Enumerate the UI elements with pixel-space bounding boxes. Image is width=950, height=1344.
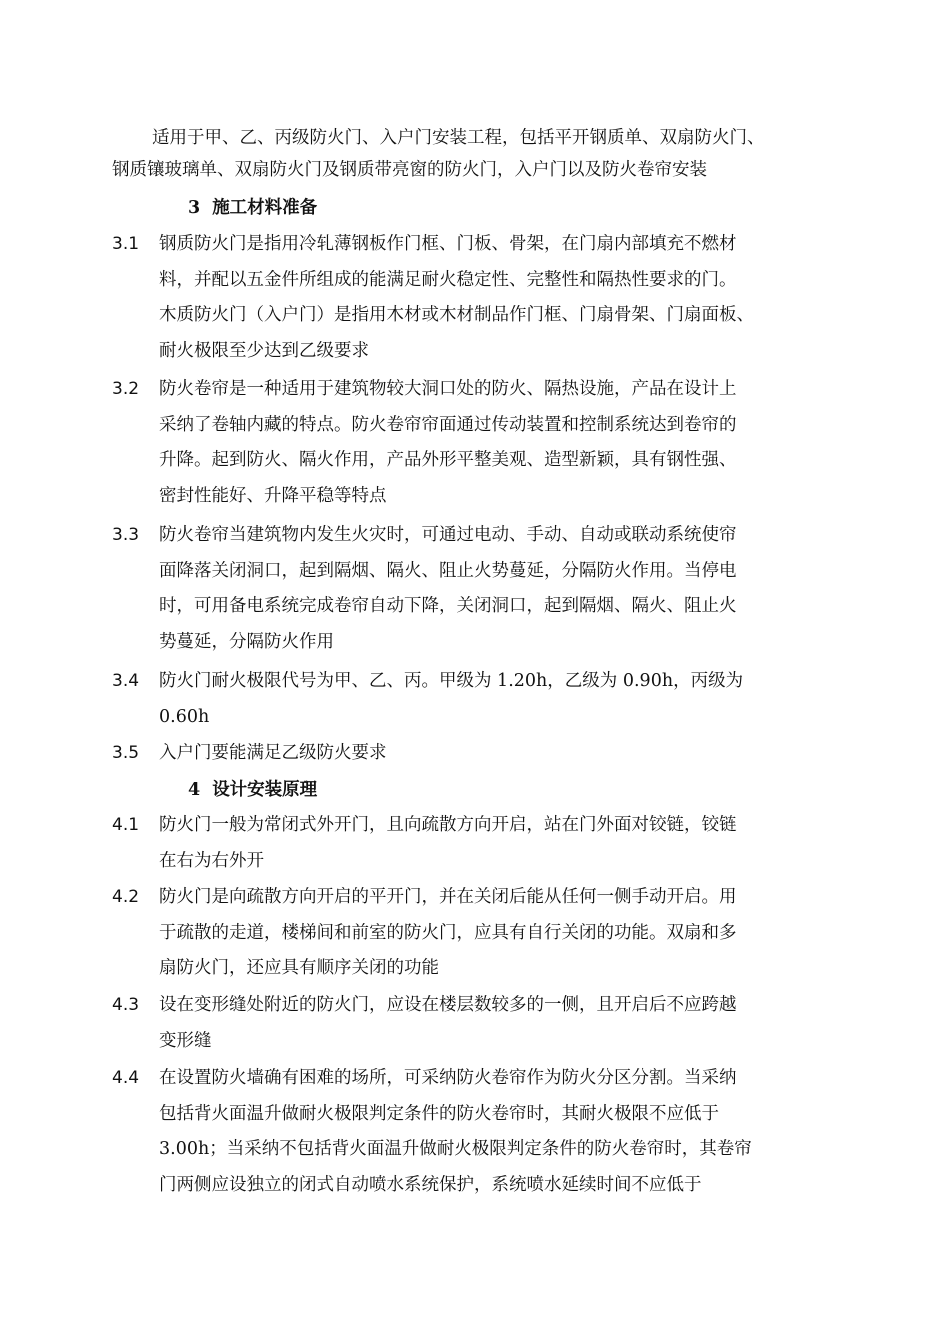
clause-3-5: [112, 736, 832, 772]
clause-4-2: [112, 880, 832, 987]
intro-line: 钢质镶玻璃单、双扇防火门及钢质带亮窗的防火门，入户门以及防火卷帘安装: [112, 160, 707, 180]
clause-body: [159, 227, 832, 369]
clause-line: 耐火极限至少达到乙级要求: [159, 340, 369, 361]
clause-body: [159, 518, 832, 660]
clause-line: 采纳了卷轴内藏的特点。防火卷帘帘面通过传动装置和控制系统达到卷帘的: [159, 414, 737, 435]
clause-3-1: [112, 227, 832, 369]
clause-line: 防火卷帘是一种适用于建筑物较大洞口处的防火、隔热设施，产品在设计上: [159, 379, 737, 399]
section-title: 设计安装原理: [212, 780, 318, 800]
clause-3-4: [112, 664, 832, 735]
clause-number: 4.4: [112, 1068, 140, 1088]
clause-body: [159, 1061, 832, 1203]
clause-line: 升降。起到防火、隔火作用，产品外形平整美观、造型新颖，具有钢性强、: [159, 450, 737, 470]
clause-body: [159, 372, 832, 514]
section-number: 4: [188, 780, 201, 800]
section-title: 施工材料准备: [212, 198, 318, 218]
clause-4-1: [112, 808, 832, 879]
clause-body: [159, 988, 832, 1059]
clause-4-3: [112, 988, 832, 1059]
clause-3-3: [112, 518, 832, 660]
clause-number: 4.2: [112, 887, 140, 907]
clause-line: 防火门耐火极限代号为甲、乙、丙。甲级为 1.20h，乙级为 0.90h，丙级为: [159, 671, 744, 691]
clause-line: 防火卷帘当建筑物内发生火灾时，可通过电动、手动、自动或联动系统使帘: [159, 525, 737, 545]
clause-line: 钢质防火门是指用冷轧薄钢板作门框、门板、骨架，在门扇内部填充不燃材: [159, 234, 737, 254]
clause-line: 在设置防火墙确有困难的场所，可采纳防火卷帘作为防火分区分割。当采纳: [159, 1068, 737, 1088]
clause-3-2: [112, 372, 832, 514]
clause-number: 4.3: [112, 995, 140, 1015]
clause-number: 3.2: [112, 379, 140, 399]
clause-line: 0.60h: [159, 706, 210, 727]
clause-line: 势蔓延，分隔防火作用: [159, 631, 334, 652]
clause-body: [159, 664, 832, 735]
clause-line: 防火门一般为常闭式外开门，且向疏散方向开启，站在门外面对铰链，铰链: [159, 815, 737, 835]
clause-line: 入户门要能满足乙级防火要求: [159, 743, 387, 763]
clause-line: 包括背火面温升做耐火极限判定条件的防火卷帘时，其耐火极限不应低于: [159, 1103, 719, 1124]
clause-line: 设在变形缝处附近的防火门，应设在楼层数较多的一侧，且开启后不应跨越: [159, 995, 737, 1015]
clause-line: 时，可用备电系统完成卷帘自动下降，关闭洞口，起到隔烟、隔火、阻止火: [159, 596, 737, 616]
clause-line: 门两侧应设独立的闭式自动喷水系统保护，系统喷水延续时间不应低于: [159, 1174, 702, 1195]
clause-line: 密封性能好、升降平稳等特点: [159, 485, 387, 506]
clause-line: 面降落关闭洞口，起到隔烟、隔火、阻止火势蔓延，分隔防火作用。当停电: [159, 560, 737, 581]
section-number: 3: [188, 198, 201, 218]
clause-body: [159, 808, 832, 879]
section-heading-3: [188, 192, 317, 224]
intro-line: 适用于甲、乙、丙级防火门、入户门安装工程，包括平开钢质单、双扇防火门、: [152, 128, 765, 148]
clause-4-4: [112, 1061, 832, 1203]
clause-number: 4.1: [112, 815, 140, 835]
clause-number: 3.5: [112, 743, 140, 763]
clause-number: 3.3: [112, 525, 140, 545]
clause-line: 3.00h；当采纳不包括背火面温升做耐火极限判定条件的防火卷帘时，其卷帘: [159, 1139, 752, 1159]
clause-line: 木质防火门（入户门）是指用木材或木材制品作门框、门扇骨架、门扇面板、: [159, 305, 754, 325]
intro-paragraph: [112, 122, 832, 186]
clause-line: 扇防火门，还应具有顺序关闭的功能: [159, 958, 439, 978]
section-heading-4: [188, 774, 317, 806]
clause-line: 变形缝: [159, 1030, 212, 1051]
clause-line: 在右为右外开: [159, 850, 264, 871]
clause-number: 3.4: [112, 671, 140, 691]
clause-body: [159, 736, 832, 772]
clause-line: 于疏散的走道，楼梯间和前室的防火门，应具有自行关闭的功能。双扇和多: [159, 922, 737, 943]
clause-line: 料，并配以五金件所组成的能满足耐火稳定性、完整性和隔热性要求的门。: [159, 269, 737, 290]
clause-body: [159, 880, 832, 987]
clause-line: 防火门是向疏散方向开启的平开门，并在关闭后能从任何一侧手动开启。用: [159, 887, 737, 907]
clause-number: 3.1: [112, 234, 140, 254]
